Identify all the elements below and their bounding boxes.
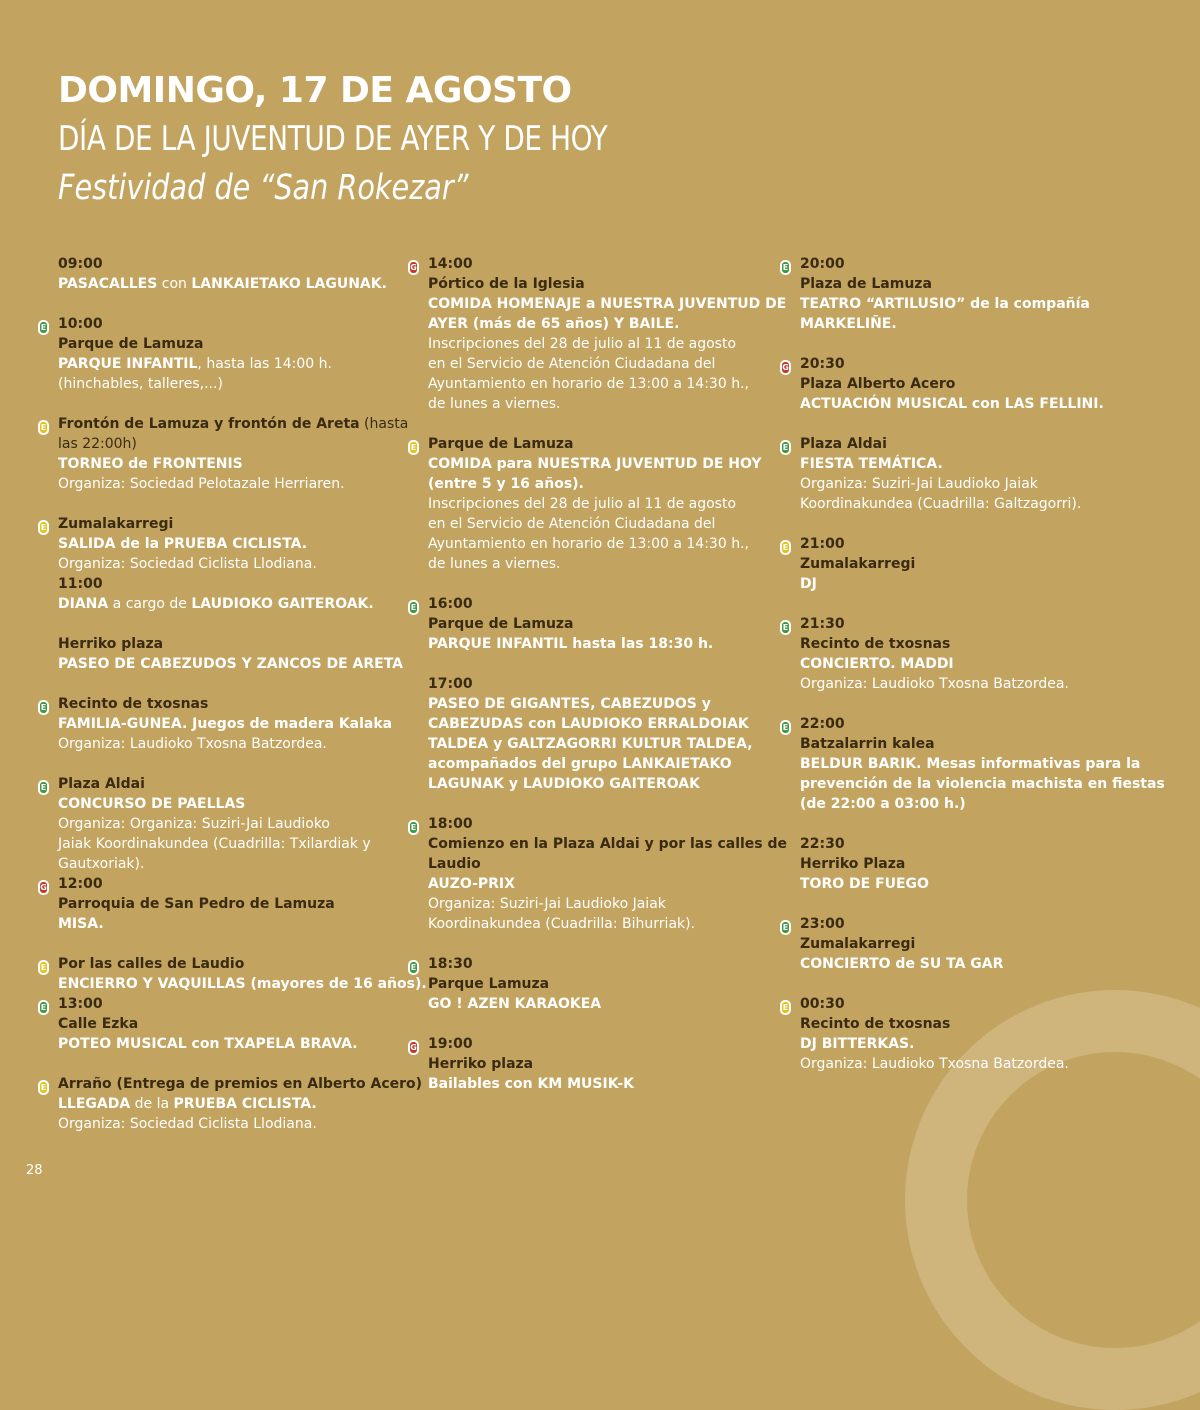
event-title: CABEZUDAS con LAUDIOKO ERRALDOIAK xyxy=(428,716,749,732)
castellano-badge-icon: G xyxy=(38,880,49,895)
event-encierro xyxy=(38,954,427,994)
event-time: 18:00 xyxy=(428,816,473,832)
event-title: DJ xyxy=(800,576,817,592)
event-title: MISA. xyxy=(58,916,104,932)
event-title: SALIDA de la PRUEBA CICLISTA. xyxy=(58,536,308,552)
event-place: Parque de Lamuza xyxy=(428,616,574,632)
bilingual-badge-icon: E xyxy=(780,1000,791,1015)
event-time: 21:30 xyxy=(800,616,845,632)
event-title: TORNEO de FRONTENIS xyxy=(58,456,243,472)
event-beldur-barik xyxy=(780,714,1165,814)
event-dj xyxy=(780,534,1160,594)
event-title: COMIDA para NUESTRA JUVENTUD DE HOY xyxy=(428,456,762,472)
event-note: Inscripciones del 28 de julio al 11 de agosto xyxy=(428,336,737,352)
event-title: TEATRO “ARTILUSIO” de la compañía xyxy=(800,296,1090,312)
euskera-badge-icon: E xyxy=(780,720,791,735)
event-place: Herriko plaza xyxy=(428,1056,534,1072)
event-salida-ciclista xyxy=(38,514,408,574)
event-place: Pórtico de la Iglesia xyxy=(428,276,585,292)
event-title: (entre 5 y 16 años). xyxy=(428,476,584,492)
event-time: 12:00 xyxy=(58,876,103,892)
event-bailables xyxy=(408,1034,780,1094)
event-time: 20:30 xyxy=(800,356,845,372)
page-header xyxy=(58,68,728,212)
event-note: Koordinakundea (Cuadrilla: Bihurriak). xyxy=(428,916,696,932)
euskera-badge-icon: E xyxy=(780,920,791,935)
event-note: Gautxoriak). xyxy=(58,856,145,872)
event-title: AUZO-PRIX xyxy=(428,876,515,892)
event-concierto-maddi xyxy=(780,614,1160,694)
event-place-cont: las 22:00h) xyxy=(58,436,137,452)
event-su-ta-gar xyxy=(780,914,1160,974)
event-note: de lunes a viernes. xyxy=(428,556,561,572)
event-note: Organiza: Laudioko Txosna Batzordea. xyxy=(800,1056,1069,1072)
event-title: POTEO MUSICAL con TXAPELA BRAVA. xyxy=(58,1036,358,1052)
event-title: CONCIERTO. MADDI xyxy=(800,656,954,672)
event-title: PASEO DE CABEZUDOS Y ZANCOS DE ARETA xyxy=(58,656,404,672)
event-title: ENCIERRO Y VAQUILLAS (mayores de 16 años). xyxy=(58,976,427,992)
event-place: Recinto de txosnas xyxy=(800,1016,951,1032)
event-familia-gunea xyxy=(38,694,408,754)
event-title: LAGUNAK y LAUDIOKO GAITEROAK xyxy=(428,776,700,792)
event-paseo-gigantes xyxy=(408,674,780,794)
euskera-badge-icon: E xyxy=(780,260,791,275)
event-title: LLEGADA de la PRUEBA CICLISTA. xyxy=(58,1096,317,1112)
event-note: Organiza: Suziri-Jai Laudioko Jaiak xyxy=(428,896,666,912)
event-place-cont: Laudio xyxy=(428,856,481,872)
event-place: Comienzo en la Plaza Aldai y por las calles de xyxy=(428,836,788,852)
event-comida-juventud xyxy=(408,434,780,574)
event-note: Ayuntamiento en horario de 13:00 a 14:30 h., xyxy=(428,376,749,392)
event-title: AYER (más de 65 años) Y BAILE. xyxy=(428,316,680,332)
event-parque-infantil-tarde xyxy=(408,594,780,654)
event-time: 19:00 xyxy=(428,1036,473,1052)
event-paseo-cabezudos xyxy=(38,634,408,674)
event-place: Arraño (Entrega de premios en Alberto Acero) xyxy=(58,1076,423,1092)
euskera-badge-icon: E xyxy=(780,440,791,455)
event-place: Parque de Lamuza xyxy=(428,436,574,452)
festivity-title: Festividad de “San Rokezar” xyxy=(58,168,469,208)
event-note: Organiza: Laudioko Txosna Batzordea. xyxy=(800,676,1069,692)
event-place: Batzalarrin kalea xyxy=(800,736,935,752)
event-place: Zumalakarregi xyxy=(800,936,916,952)
event-note: en el Servicio de Atención Ciudadana del xyxy=(428,516,716,532)
event-note: Organiza: Sociedad Ciclista Llodiana. xyxy=(58,556,317,572)
event-time: 09:00 xyxy=(58,256,103,272)
bilingual-badge-icon: E xyxy=(780,540,791,555)
event-place: Por las calles de Laudio xyxy=(58,956,245,972)
event-note: Jaiak Koordinakundea (Cuadrilla: Txilardiak y xyxy=(58,836,371,852)
bilingual-badge-icon: E xyxy=(408,440,419,455)
event-time: 23:00 xyxy=(800,916,845,932)
euskera-badge-icon: E xyxy=(780,620,791,635)
event-misa xyxy=(38,874,408,934)
event-frontenis xyxy=(38,414,408,494)
event-title: MARKELIÑE. xyxy=(800,316,897,332)
event-paellas xyxy=(38,774,408,874)
event-time: 21:00 xyxy=(800,536,845,552)
event-title: PARQUE INFANTIL, hasta las 14:00 h. xyxy=(58,356,332,372)
event-place: Plaza Alberto Acero xyxy=(800,376,956,392)
event-note: de lunes a viernes. xyxy=(428,396,561,412)
event-title: prevención de la violencia machista en fiestas xyxy=(800,776,1165,792)
schedule-column-3 xyxy=(780,254,1165,1094)
bilingual-badge-icon: E xyxy=(38,520,49,535)
event-note: Koordinakundea (Cuadrilla: Galtzagorri). xyxy=(800,496,1082,512)
event-title: Bailables con KM MUSIK-K xyxy=(428,1076,634,1092)
euskera-badge-icon: E xyxy=(38,700,49,715)
event-poteo xyxy=(38,994,408,1054)
event-title: FIESTA TEMÁTICA. xyxy=(800,456,943,472)
bilingual-badge-icon: E xyxy=(38,960,49,975)
event-time: 22:00 xyxy=(800,716,845,732)
event-title: CONCURSO DE PAELLAS xyxy=(58,796,246,812)
event-place: Parroquia de San Pedro de Lamuza xyxy=(58,896,335,912)
euskera-badge-icon: E xyxy=(408,600,419,615)
event-time: 10:00 xyxy=(58,316,103,332)
bilingual-badge-icon: E xyxy=(38,1080,49,1095)
event-time: 16:00 xyxy=(428,596,473,612)
euskera-badge-icon: E xyxy=(38,780,49,795)
event-note: Organiza: Suziri-Jai Laudioko Jaiak xyxy=(800,476,1038,492)
event-teatro xyxy=(780,254,1160,334)
castellano-badge-icon: G xyxy=(408,260,419,275)
event-place: Plaza Aldai xyxy=(800,436,887,452)
event-title: ACTUACIÓN MUSICAL con LAS FELLINI. xyxy=(800,396,1104,412)
event-time: 17:00 xyxy=(428,676,473,692)
event-place: Parque de Lamuza xyxy=(58,336,204,352)
event-karaokea xyxy=(408,954,780,1014)
event-time: 00:30 xyxy=(800,996,845,1012)
event-pasacalles xyxy=(38,254,408,294)
event-title: FAMILIA-GUNEA. Juegos de madera Kalaka xyxy=(58,716,393,732)
event-place: Calle Ezka xyxy=(58,1016,139,1032)
event-title: PARQUE INFANTIL hasta las 18:30 h. xyxy=(428,636,714,652)
event-time: 18:30 xyxy=(428,956,473,972)
event-title: PASACALLES con LANKAIETAKO LAGUNAK. xyxy=(58,276,387,292)
page-number: 28 xyxy=(26,1163,43,1178)
event-place: Zumalakarregi xyxy=(58,516,174,532)
event-title: COMIDA HOMENAJE a NUESTRA JUVENTUD DE xyxy=(428,296,787,312)
event-place: Parque Lamuza xyxy=(428,976,550,992)
event-time: 11:00 xyxy=(58,576,103,592)
event-note: en el Servicio de Atención Ciudadana del xyxy=(428,356,716,372)
event-note: Organiza: Laudioko Txosna Batzordea. xyxy=(58,736,327,752)
event-place: Recinto de txosnas xyxy=(800,636,951,652)
event-place: Plaza de Lamuza xyxy=(800,276,932,292)
event-title: acompañados del grupo LANKAIETAKO xyxy=(428,756,732,772)
event-title: DIANA a cargo de LAUDIOKO GAITEROAK. xyxy=(58,596,374,612)
event-title: CONCIERTO de SU TA GAR xyxy=(800,956,1004,972)
event-dj-bitterkas xyxy=(780,994,1160,1074)
event-auzo-prix xyxy=(408,814,788,934)
day-subtitle: DÍA DE LA JUVENTUD DE AYER Y DE HOY xyxy=(58,119,608,159)
event-title: GO ! AZEN KARAOKEA xyxy=(428,996,602,1012)
schedule-column-2 xyxy=(408,254,788,1114)
event-las-fellini xyxy=(780,354,1160,414)
event-comida-homenaje xyxy=(408,254,787,414)
event-title: TALDEA y GALTZAGORRI KULTUR TALDEA, xyxy=(428,736,753,752)
event-place: Frontón de Lamuza y frontón de Areta (hasta xyxy=(58,416,409,432)
event-note: Organiza: Sociedad Pelotazale Herriaren. xyxy=(58,476,345,492)
day-title: DOMINGO, 17 DE AGOSTO xyxy=(58,70,572,111)
bilingual-badge-icon: E xyxy=(38,420,49,435)
event-time: 14:00 xyxy=(428,256,473,272)
event-place: Zumalakarregi xyxy=(800,556,916,572)
event-parque-infantil xyxy=(38,314,408,394)
event-title: PASEO DE GIGANTES, CABEZUDOS y xyxy=(428,696,711,712)
euskera-badge-icon: E xyxy=(38,1000,49,1015)
event-title: BELDUR BARIK. Mesas informativas para la xyxy=(800,756,1141,772)
event-time: 20:00 xyxy=(800,256,845,272)
event-note: Organiza: Sociedad Ciclista Llodiana. xyxy=(58,1116,317,1132)
event-note: (hinchables, talleres,...) xyxy=(58,376,223,392)
event-note: Inscripciones del 28 de julio al 11 de agosto xyxy=(428,496,737,512)
event-place: Recinto de txosnas xyxy=(58,696,209,712)
event-diana xyxy=(38,574,408,614)
castellano-badge-icon: G xyxy=(408,1040,419,1055)
event-note: Organiza: Organiza: Suziri-Jai Laudioko xyxy=(58,816,330,832)
castellano-badge-icon: G xyxy=(780,360,791,375)
event-place: Herriko plaza xyxy=(58,636,164,652)
event-note: Ayuntamiento en horario de 13:00 a 14:30 h., xyxy=(428,536,749,552)
schedule-column-1 xyxy=(38,254,427,1154)
euskera-badge-icon: E xyxy=(38,320,49,335)
event-title: DJ BITTERKAS. xyxy=(800,1036,915,1052)
event-time: 13:00 xyxy=(58,996,103,1012)
euskera-badge-icon: E xyxy=(408,960,419,975)
event-place: Plaza Aldai xyxy=(58,776,145,792)
event-time: 22:30 xyxy=(800,836,845,852)
event-title: (de 22:00 a 03:00 h.) xyxy=(800,796,966,812)
event-toro-fuego xyxy=(780,834,1160,894)
event-llegada-ciclista xyxy=(38,1074,423,1134)
event-place: Herriko Plaza xyxy=(800,856,906,872)
event-title: TORO DE FUEGO xyxy=(800,876,929,892)
event-fiesta-tematica xyxy=(780,434,1160,514)
euskera-badge-icon: E xyxy=(408,820,419,835)
